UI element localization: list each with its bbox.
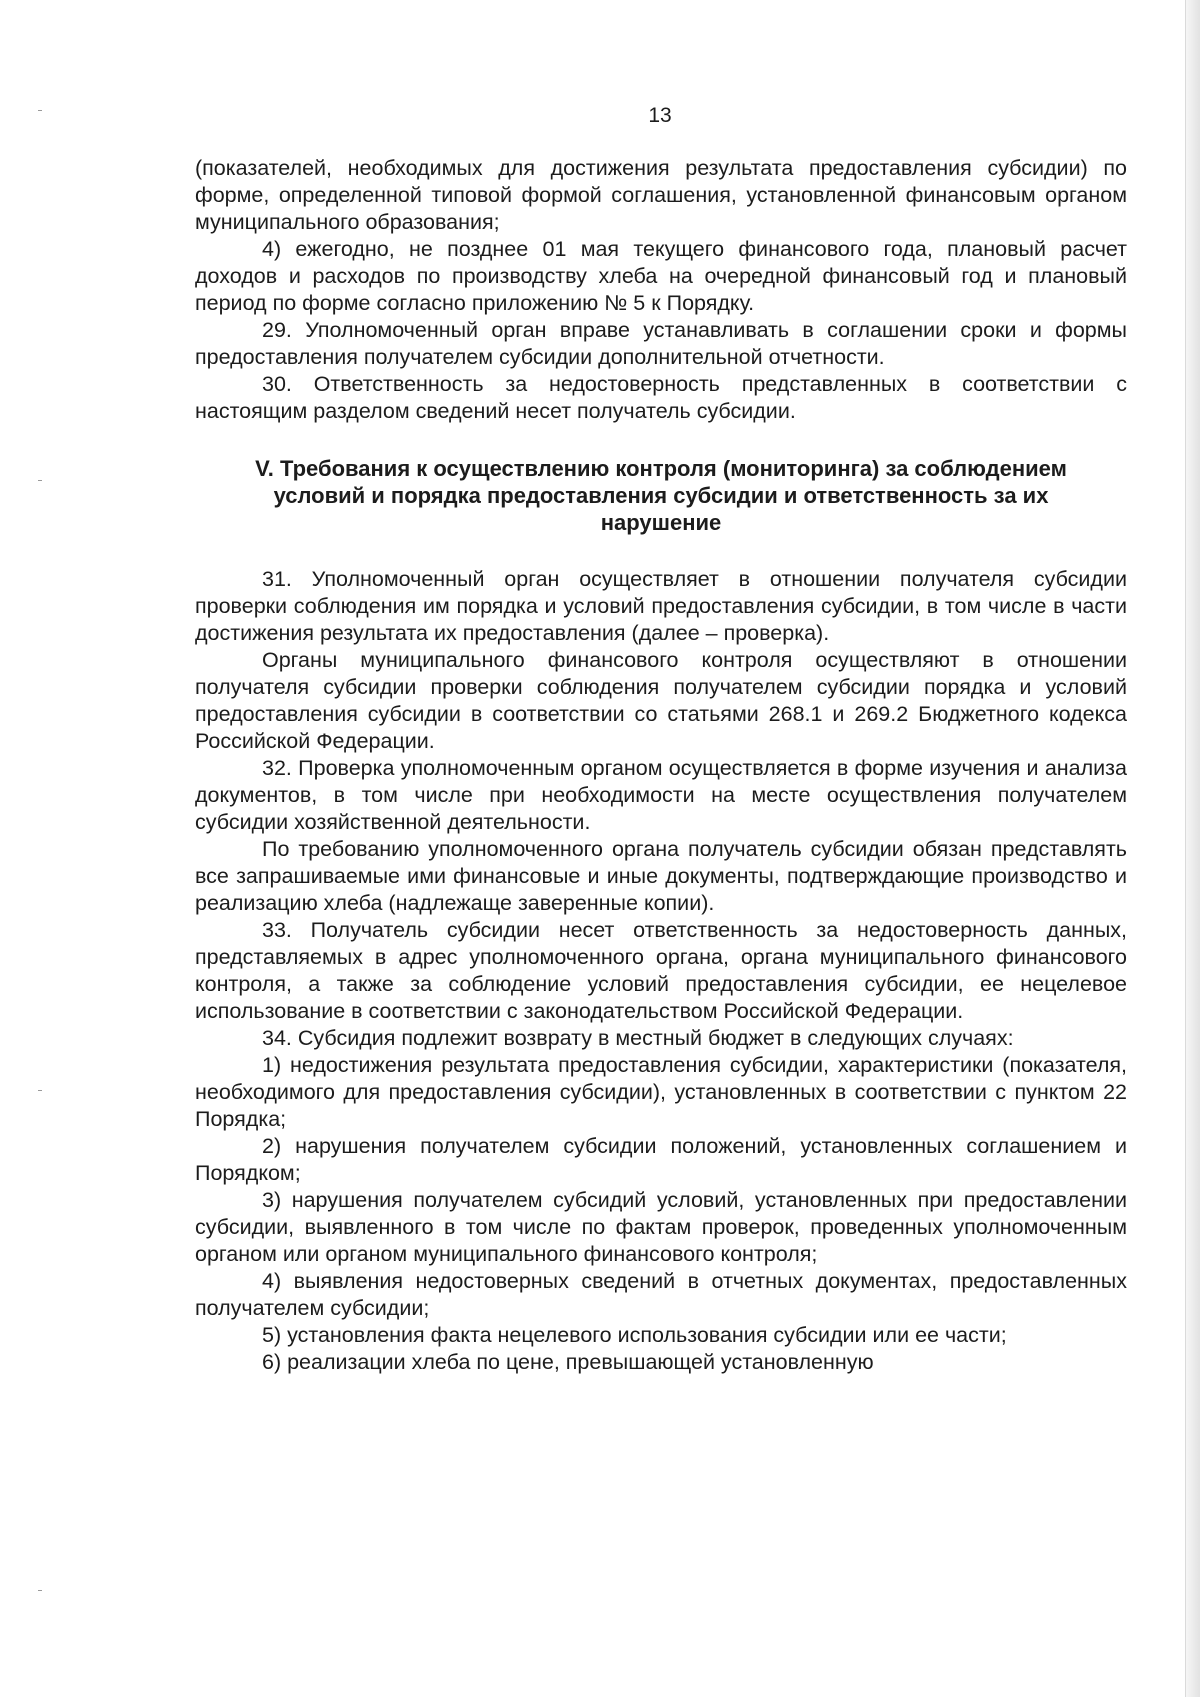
paragraph: 31. Уполномоченный орган осуществляет в отношении получателя субсидии проверки соблюдения им порядка и условий предоставления субсидии, в том числе в части достижения результата их предоставления (далее – проверка).	[195, 567, 1127, 645]
list-item: 5) установления факта нецелевого использования субсидии или ее части;	[262, 1323, 1007, 1347]
paragraph: Органы муниципального финансового контроля осуществляют в отношении получателя субсидии проверки соблюдения получателем субсидии порядка и условий предоставления субсидии в соответствии со статьями 268.1 и 269.2 Бюджетного кодекса Российской Федерации.	[195, 648, 1127, 753]
list-item: 3) нарушения получателем субсидий условий, установленных при предоставлении субсидии, выявленного в том числе по фактам проверок, проведенных уполномоченным органом или органом муниципального финансового контроля;	[195, 1188, 1127, 1266]
list-item: 2) нарушения получателем субсидии положений, установленных соглашением и Порядком;	[195, 1134, 1127, 1185]
list-item: 6) реализации хлеба по цене, превышающей установленную	[262, 1350, 874, 1374]
paragraph: 30. Ответственность за недостоверность представленных в соответствии с настоящим разделом сведений несет получатель субсидии.	[195, 372, 1127, 423]
paragraph: 32. Проверка уполномоченным органом осуществляется в форме изучения и анализа документов, в том числе при необходимости на месте осуществления получателем субсидии хозяйственной деятельности.	[195, 756, 1127, 834]
section-heading: V. Требования к осуществлению контроля (мониторинга) за соблюдением условий и порядка предоставления субсидии и ответственность за их нарушение	[255, 456, 1067, 535]
document-body	[195, 155, 1127, 1376]
page-number: 13	[648, 104, 672, 127]
paragraph: По требованию уполномоченного органа получатель субсидии обязан представлять все запрашиваемые ими финансовые и иные документы, подтверждающие производство и реализацию хлеба (надлежаще заверенные копии).	[195, 837, 1127, 915]
paragraph: 29. Уполномоченный орган вправе устанавливать в соглашении сроки и формы предоставления получателем субсидии дополнительной отчетности.	[195, 318, 1127, 369]
page-edge-shadow	[1185, 0, 1200, 1697]
list-item: 1) недостижения результата предоставления субсидии, характеристики (показателя, необходимого для предоставления субсидии), установленных в соответствии с пунктом 22 Порядка;	[195, 1053, 1127, 1131]
paragraph: 4) ежегодно, не позднее 01 мая текущего финансового года, плановый расчет доходов и расходов по производству хлеба на очередной финансовый год и плановый период по форме согласно приложению № 5 к Порядку.	[195, 237, 1127, 315]
paragraph: 34. Субсидия подлежит возврату в местный бюджет в следующих случаях:	[262, 1026, 1014, 1050]
scan-mark	[38, 480, 42, 481]
list-item: 4) выявления недостоверных сведений в отчетных документах, предоставленных получателем субсидии;	[195, 1269, 1127, 1320]
scan-mark	[38, 1090, 42, 1091]
paragraph: (показателей, необходимых для достижения результата предоставления субсидии) по форме, определенной типовой формой соглашения, установленной финансовым органом муниципального образования;	[195, 156, 1127, 234]
paragraph: 33. Получатель субсидии несет ответственность за недостоверность данных, представляемых в адрес уполномоченного органа, органа муниципального финансового контроля, а также за соблюдение условий предоставления субсидии, ее нецелевое использование в соответствии с законодательством Российской Федерации.	[195, 918, 1127, 1023]
scan-mark	[38, 1590, 42, 1591]
